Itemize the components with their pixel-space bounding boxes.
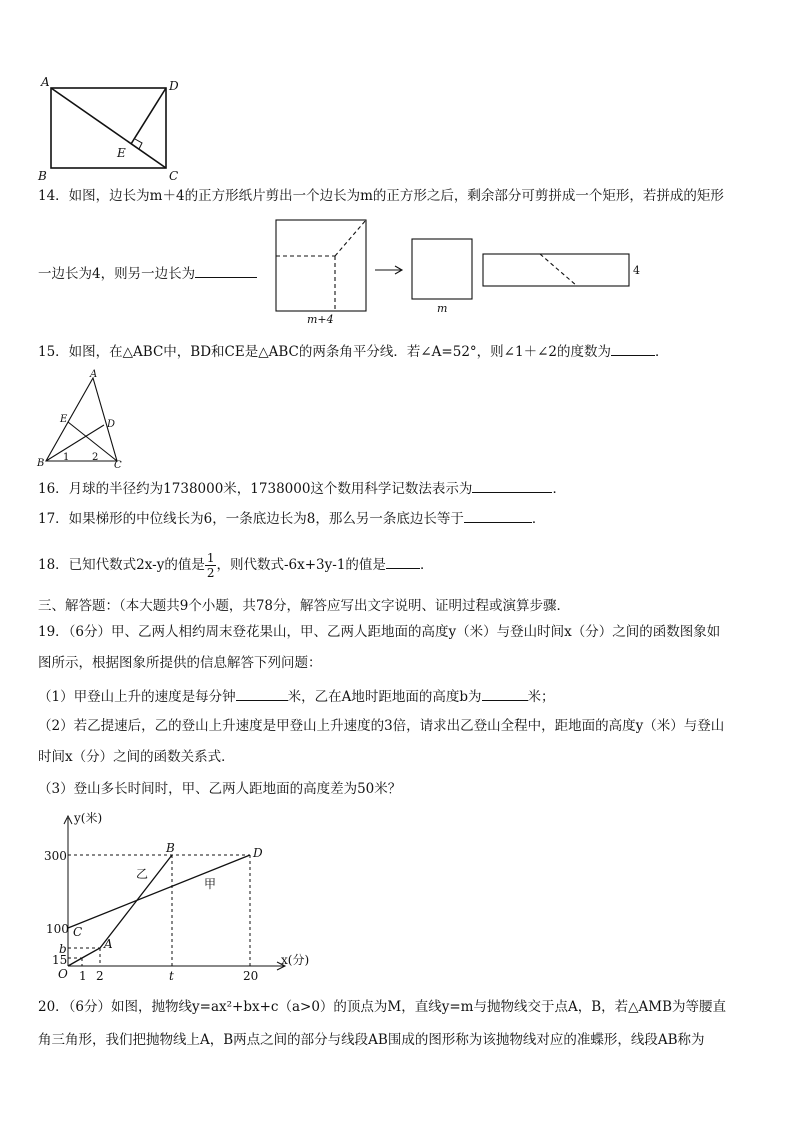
q18-post: ，则代数式-6x+3y-1的值是	[216, 557, 386, 573]
q20-line2: 角三角形，我们把抛物线上A，B两点之间的部分与线段AB围成的图形称为该抛物线对应的准蝶形，线段AB称为	[38, 1032, 705, 1048]
y-axis-label: y(米)	[74, 811, 103, 825]
q17-line	[38, 509, 545, 528]
segment-de	[131, 88, 166, 144]
ytick-100: 100	[46, 922, 69, 936]
label-jia: 甲	[204, 877, 217, 891]
point-c-label: C	[73, 925, 83, 939]
point-a-label: A	[104, 937, 113, 951]
q16-end: ．	[552, 481, 566, 497]
fraction-one-half	[205, 551, 217, 580]
q15-label-a: A	[90, 369, 98, 380]
q15-text: 15．如图，在△ABC中，BD和CE是△ABC的两条角平分线．若∠A=52°，则∠1＋∠2的度数为	[38, 344, 611, 360]
point-d-label: D	[253, 846, 263, 860]
q19-part1-b: 米，乙在A地时距地面的高度b为	[287, 689, 482, 705]
fig13-label-e: E	[117, 146, 126, 160]
q19-part1-c: 米；	[527, 689, 555, 705]
q14-line2-text: 一边长为4，则另一边长为	[38, 266, 196, 282]
ytick-15: 15	[52, 953, 68, 967]
q18-pre: 18．已知代数式2x-y的值是	[38, 557, 205, 573]
diagonal-ac	[51, 88, 166, 168]
q15-label-b: B	[37, 458, 45, 469]
point-b-label: B	[166, 841, 175, 855]
cut-line-diagonal	[335, 220, 366, 256]
label-m: m	[437, 302, 448, 315]
angle-2-label: 2	[92, 452, 99, 463]
fig13-label-c: C	[169, 169, 179, 183]
q19-height-blank	[482, 687, 528, 701]
q17-answer-blank	[464, 509, 532, 523]
x-axis-label: x(分)	[281, 953, 310, 967]
q18-line	[38, 548, 433, 582]
fig13-label-b: B	[38, 169, 47, 183]
fig13-label-d: D	[169, 79, 179, 93]
q19-line1: 19．（6分）甲、乙两人相约周末登花果山，甲、乙两人距地面的高度y（米）与登山时间x（分）之间的函数图象如	[38, 624, 721, 640]
xtick-t: t	[169, 969, 174, 983]
q16-text: 16．月球的半径约为1738000米，1738000这个数用科学记数法表示为	[38, 481, 473, 497]
xtick-2: 2	[96, 969, 104, 983]
xtick-1: 1	[79, 969, 87, 983]
q19-part1-a: （1）甲登山上升的速度是每分钟	[38, 689, 236, 705]
ytick-b: b	[59, 942, 67, 956]
q15-end: ．	[654, 344, 669, 360]
big-square	[276, 220, 366, 311]
q19-line2: 图所示，根据图象所提供的信息解答下列问题：	[38, 655, 322, 671]
q17-text: 17．如果梯形的中位线长为6，一条底边长为8，那么另一条底边长等于	[38, 511, 464, 527]
q16-answer-blank	[472, 479, 552, 493]
ytick-300: 300	[44, 849, 67, 863]
rectangle-cut-line	[540, 254, 577, 286]
fraction-denominator: 2	[206, 566, 215, 580]
y-axis-arrow	[64, 816, 72, 824]
arrow-head	[395, 266, 402, 274]
small-square	[412, 239, 472, 299]
q17-end: ．	[531, 511, 546, 527]
q15-line	[38, 342, 668, 361]
q16-line	[38, 479, 566, 498]
label-4: 4	[633, 264, 640, 277]
label-m-plus-4: m+4	[307, 313, 334, 326]
q18-answer-blank	[386, 555, 420, 569]
q20-line1: 20．（6分）如图，抛物线y=ax²+bx+c（a>0）的顶点为M，直线y=m与抛物线交于点A，B，若△AMB为等腰直	[38, 999, 727, 1015]
fig13-label-a: A	[41, 75, 50, 89]
q19-part1	[38, 687, 555, 706]
angle-1-label: 1	[63, 452, 70, 463]
x-axis-arrow	[277, 962, 285, 970]
right-angle-mark	[135, 139, 142, 149]
q14-line1: 14．如图，边长为m＋4的正方形纸片剪出一个边长为m的正方形之后，剩余部分可剪拼成一个矩形，若拼成的矩形	[38, 188, 724, 204]
label-yi: 乙	[136, 867, 149, 881]
origin-label: O	[58, 967, 68, 981]
q14-line2	[38, 264, 257, 283]
triangle-abc	[46, 378, 117, 461]
q15-label-c: C	[114, 460, 122, 471]
fraction-numerator: 1	[206, 551, 215, 565]
q15-answer-blank	[611, 342, 655, 356]
segment-ce	[68, 422, 117, 461]
q19-speed-blank	[236, 687, 288, 701]
q19-part3: （3）登山多长时间时，甲、乙两人距地面的高度差为50米？	[38, 781, 402, 797]
q15-label-d: D	[107, 419, 116, 430]
q14-answer-blank	[195, 264, 257, 278]
q19-part2-line2: 时间x（分）之间的函数关系式．	[38, 749, 235, 765]
line-yi	[68, 855, 172, 966]
section-heading: 三、解答题：（本大题共9个小题，共78分，解答应写出文字说明、证明过程或演算步骤．	[38, 598, 571, 614]
segment-bd	[46, 425, 104, 461]
q19-part2-line1: （2）若乙提速后，乙的登山上升速度是甲登山上升速度的3倍，请求出乙登山全程中，距地面的高度y（米）与登山	[38, 718, 725, 734]
q18-end: ．	[419, 557, 434, 573]
composed-rectangle	[483, 254, 629, 286]
xtick-20: 20	[243, 969, 259, 983]
line-jia	[68, 855, 250, 928]
q15-label-e: E	[60, 414, 68, 425]
rectangle-abcd	[51, 88, 166, 168]
